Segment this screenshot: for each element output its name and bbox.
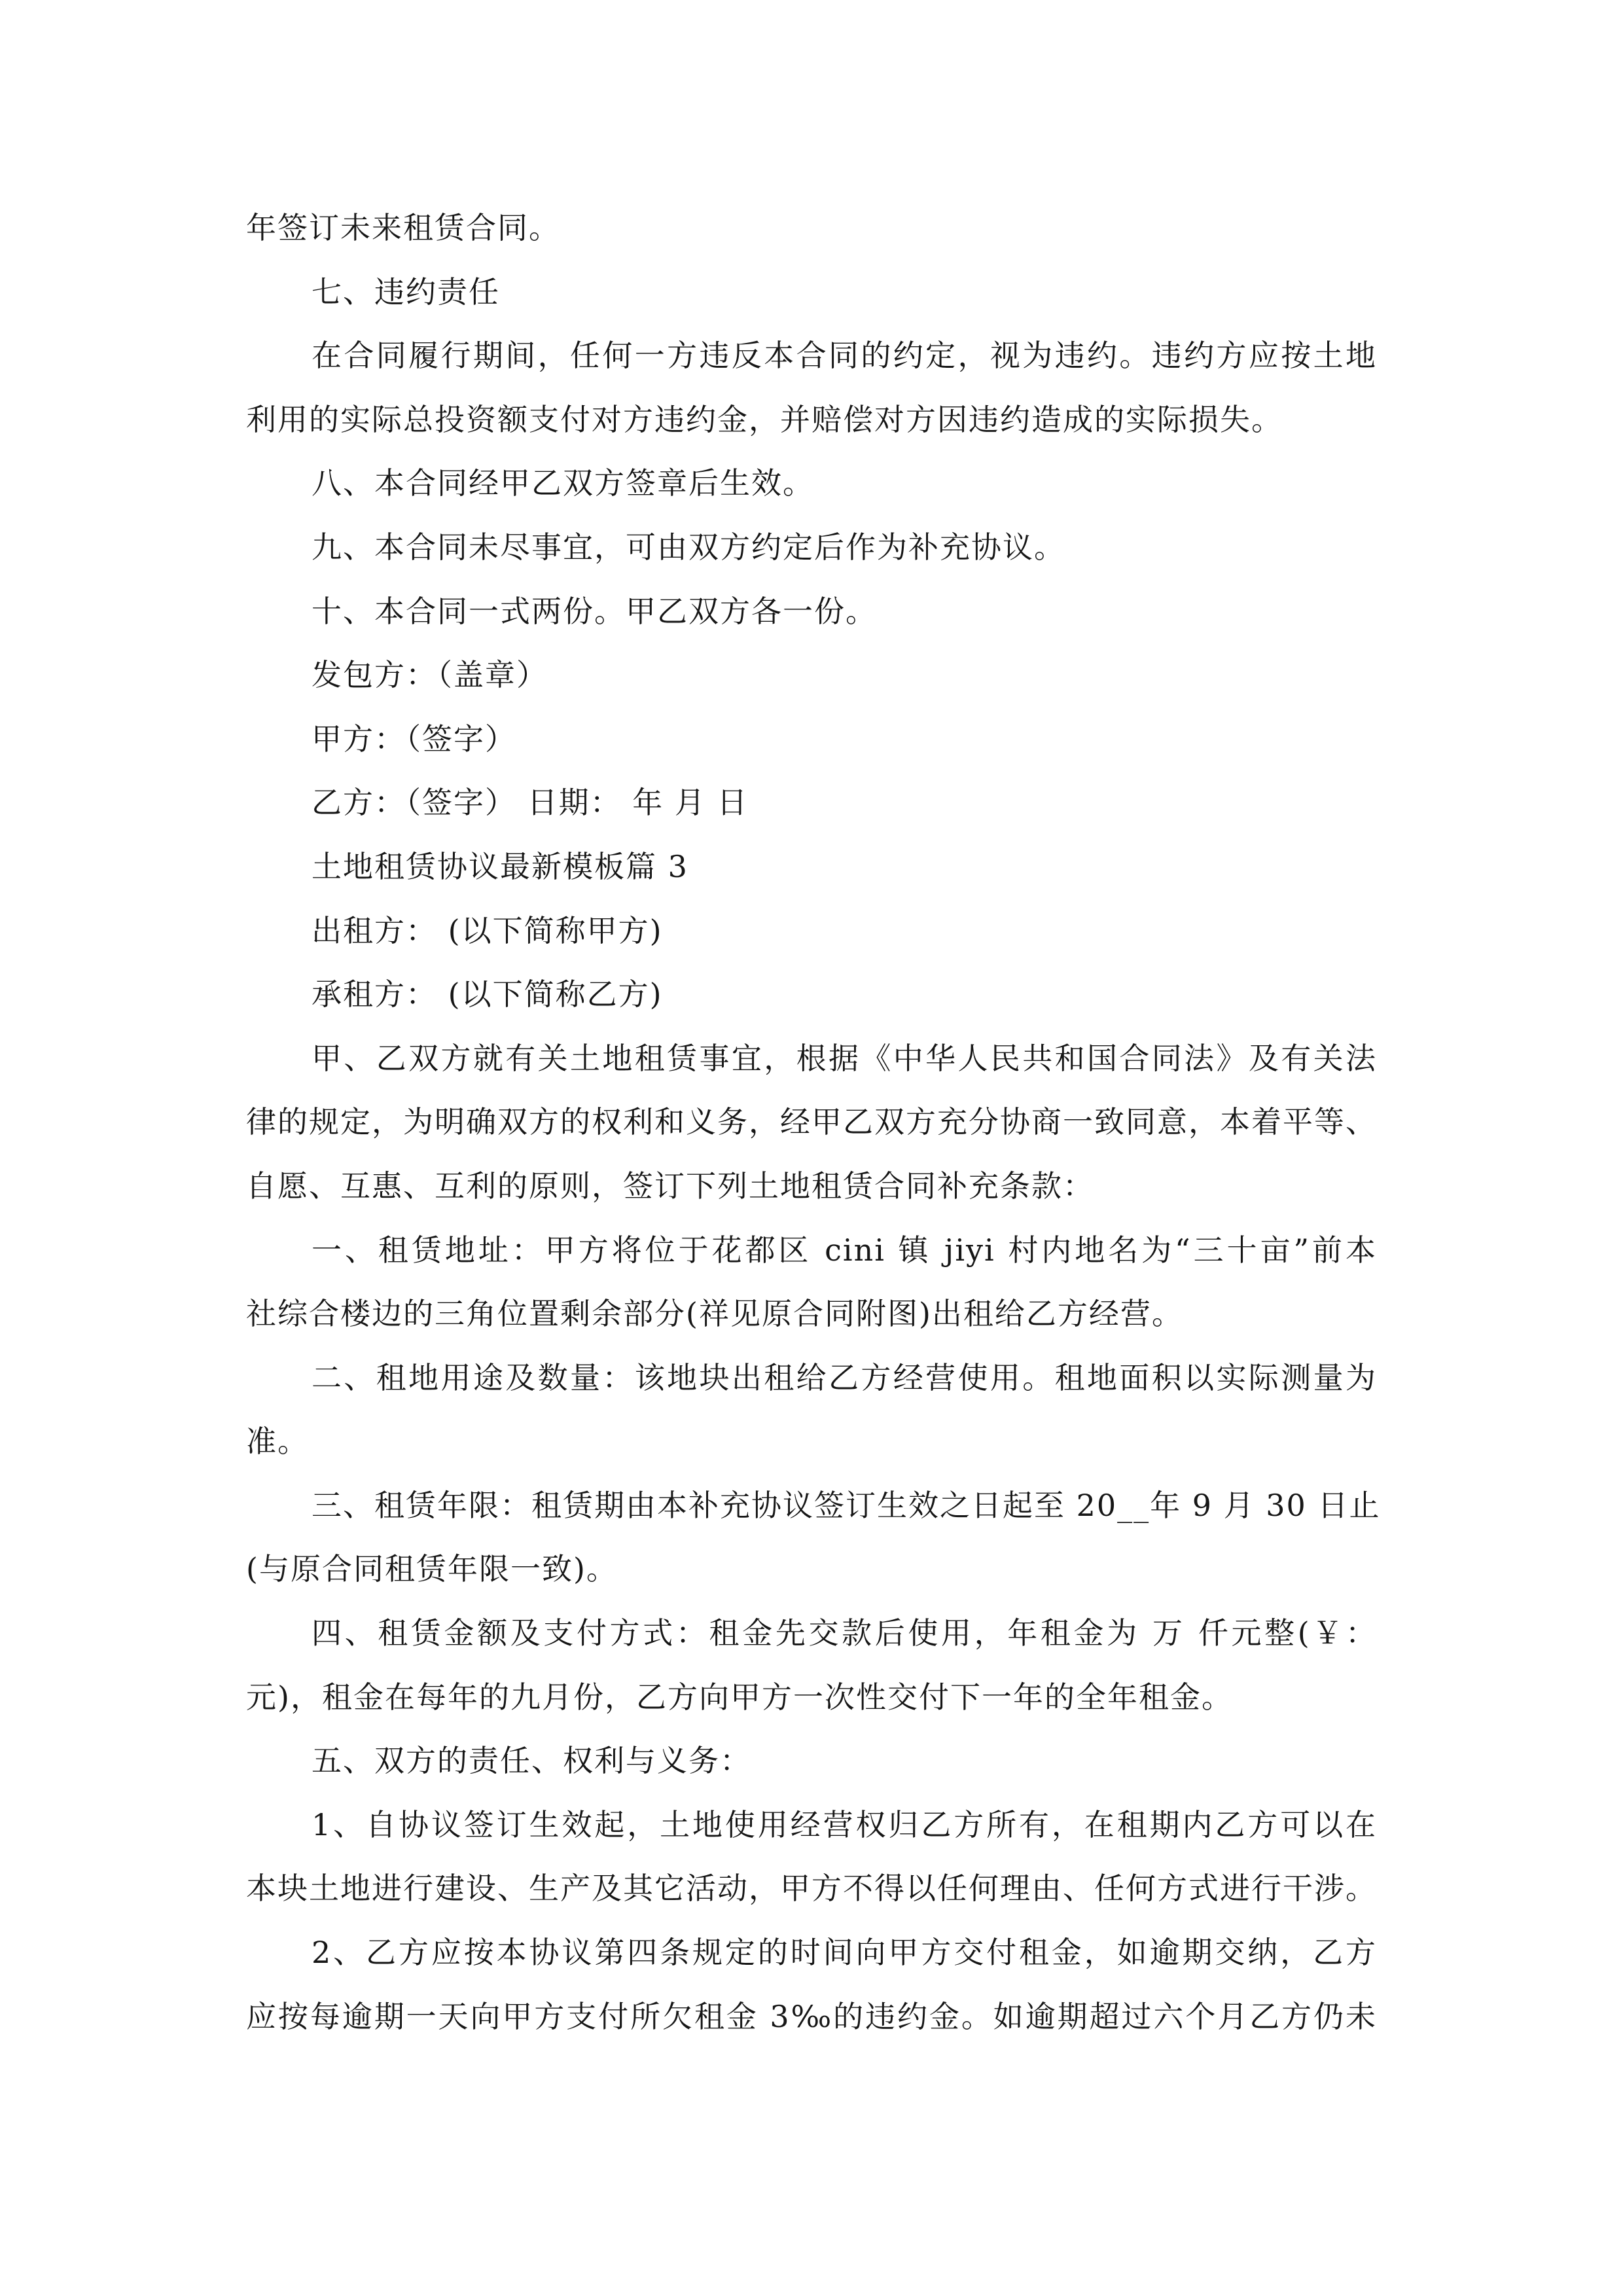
clause-line: 十、本合同一式两份。甲乙双方各一份。 [312,593,877,629]
clause-line: 应按每逾期一天向甲方支付所欠租金 3‰的违约金。如逾期超过六个月乙方仍未 [246,1998,1377,2034]
clause-line: 八、本合同经甲乙双方签章后生效。 [312,465,814,501]
party-line: 承租方： (以下简称乙方) [312,977,663,1013]
paragraph-line: 年签订未来租赁合同。 [246,210,560,245]
clause-heading: 五、双方的责任、权利与义务： [312,1743,751,1779]
signature-date-line: 乙方：（签字） 日期： 年 月 日 [312,785,749,821]
clause-line: 三、租赁年限：租赁期由本补充协议签订生效之日起至 20__年 9 月 30 日止 [312,1487,1381,1523]
section-heading: 七、违约责任 [312,274,500,310]
clause-line: 准。 [246,1424,309,1460]
signature-line: 发包方：（盖章） [312,657,548,693]
clause-line: 本块土地进行建设、生产及其它活动，甲方不得以任何理由、任何方式进行干涉。 [246,1871,1377,1907]
paragraph-line: 律的规定，为明确双方的权利和义务，经甲乙双方充分协商一致同意，本着平等、 [246,1104,1377,1140]
clause-line: 四、租赁金额及支付方式：租金先交款后使用，年租金为 万 仟元整(￥： [312,1615,1377,1651]
signature-line: 甲方：（签字） [312,721,516,757]
clause-line: 一、租赁地址：甲方将位于花都区 cini 镇 jiyi 村内地名为“三十亩”前本 [312,1232,1377,1268]
party-line: 出租方： (以下简称甲方) [312,912,663,948]
paragraph-line: 甲、乙双方就有关土地租赁事宜，根据《中华人民共和国合同法》及有关法 [312,1040,1377,1076]
clause-line: 九、本合同未尽事宜，可由双方约定后作为补充协议。 [312,529,1065,565]
document-body [246,196,1381,2049]
paragraph-line: 在合同履行期间，任何一方违反本合同的约定，视为违约。违约方应按土地 [312,338,1377,374]
paragraph-line: 自愿、互惠、互利的原则，签订下列土地租赁合同补充条款： [246,1168,1094,1204]
clause-line: (与原合同租赁年限一致)。 [246,1551,618,1587]
section-title: 土地租赁协议最新模板篇 3 [312,848,688,884]
clause-line: 社综合楼边的三角位置剩余部分(祥见原合同附图)出租给乙方经营。 [246,1296,1183,1332]
clause-line: 二、租地用途及数量：该地块出租给乙方经营使用。租地面积以实际测量为 [312,1359,1377,1395]
clause-line: 1、自协议签订生效起，土地使用经营权归乙方所有，在租期内乙方可以在 [312,1806,1377,1842]
clause-line: 2、乙方应按本协议第四条规定的时间向甲方交付租金，如逾期交纳，乙方 [312,1935,1377,1971]
clause-line: 元)，租金在每年的九月份，乙方向甲方一次性交付下一年的全年租金。 [246,1679,1233,1715]
paragraph-line: 利用的实际总投资额支付对方违约金，并赔偿对方因违约造成的实际损失。 [246,401,1283,437]
